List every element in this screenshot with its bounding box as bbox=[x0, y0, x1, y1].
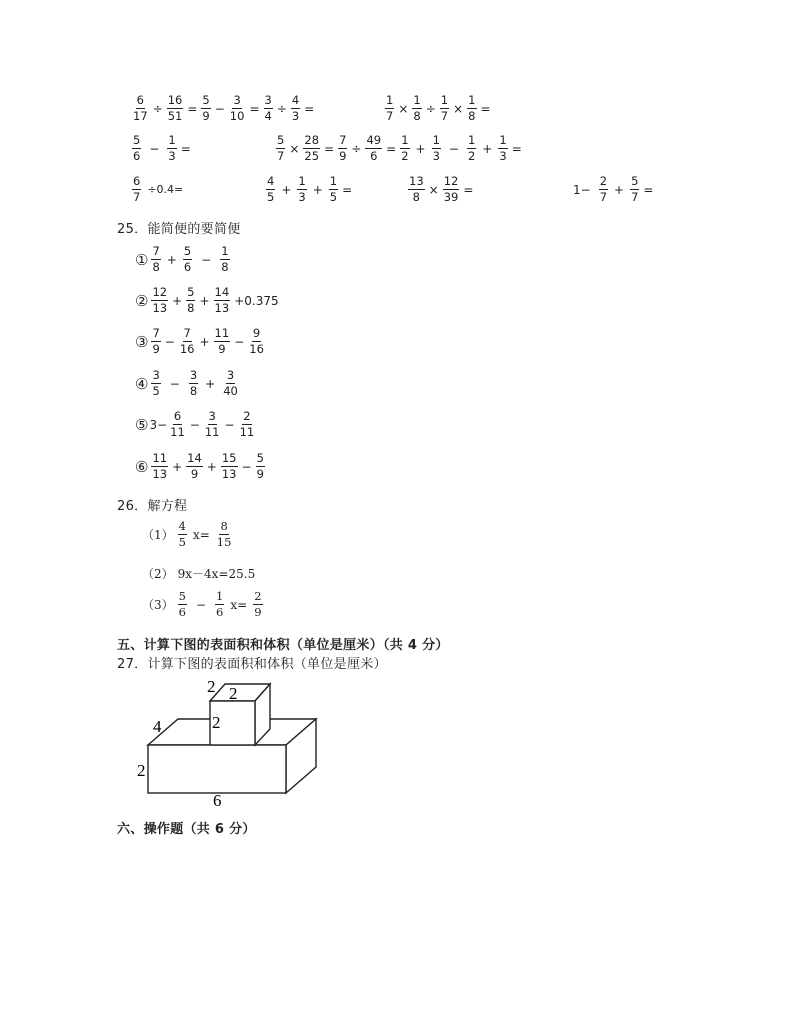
fraction: $\frac{6}{7}$ bbox=[133, 174, 141, 205]
fraction: $\frac{3}{5}$ bbox=[152, 368, 160, 399]
fraction: $\frac{5}{6}$ bbox=[178, 589, 186, 620]
fraction: $\frac{1}{8}$ bbox=[413, 93, 421, 124]
q25-item-4: ④ $\frac{3}{5}$ − $\frac{3}{8}$ + $\frac{3}{40}$ bbox=[135, 368, 238, 399]
fraction: $\frac{6}{11}$ bbox=[170, 409, 185, 440]
fraction: $\frac{12}{13}$ bbox=[152, 285, 168, 316]
fraction: $\frac{7}{9}$ bbox=[152, 326, 160, 357]
fraction: $\frac{9}{16}$ bbox=[249, 326, 264, 357]
calc-row3-b: $\frac{4}{5}$ + $\frac{1}{3}$ + $\frac{1}{5}$ = bbox=[267, 174, 353, 205]
large-box-front-face bbox=[148, 745, 286, 793]
fraction: $\frac{4}{3}$ bbox=[291, 93, 300, 124]
fraction: $\frac{7}{16}$ bbox=[179, 326, 195, 357]
fraction: $\frac{3}{4}$ bbox=[264, 93, 272, 124]
fraction: $\frac{49}{6}$ bbox=[366, 133, 382, 164]
label-cube-top-front: 2 bbox=[229, 684, 238, 703]
q26-equation-2: （2） 9x－4x=25.5 bbox=[142, 567, 256, 581]
fraction: $\frac{14}{9}$ bbox=[187, 451, 202, 482]
fraction: $\frac{2}{11}$ bbox=[239, 409, 255, 440]
calc-row1-right: $\frac{1}{7}$ × $\frac{1}{8}$ ÷ $\frac{1}{7}$ × $\frac{1}{8}$ = bbox=[386, 93, 491, 124]
box-figure bbox=[130, 672, 330, 812]
fraction: $\frac{12}{39}$ bbox=[443, 174, 459, 205]
fraction: $\frac{1}{3}$ bbox=[499, 133, 507, 164]
fraction: $\frac{3}{11}$ bbox=[204, 409, 220, 440]
q26-equation-3: （3） $\frac{5}{6}$ − $\frac{1}{6}$ x= $\frac{2}{9}$ bbox=[142, 589, 262, 620]
calc-row2-left: $\frac{5}{6}$ − $\frac{1}{3}$ = bbox=[133, 133, 191, 164]
q25-item-3: ③ $\frac{7}{9}$ − $\frac{7}{16}$ + $\frac{11}{9}$ − $\frac{9}{16}$ bbox=[135, 326, 264, 357]
fraction: $\frac{1}{3}$ bbox=[168, 133, 176, 164]
q27-title: 27．计算下图的表面积和体积（单位是厘米） bbox=[117, 657, 387, 672]
fraction: $\frac{13}{8}$ bbox=[409, 174, 424, 205]
fraction: $\frac{8}{15}$ bbox=[216, 519, 232, 550]
fraction: $\frac{28}{25}$ bbox=[304, 133, 320, 164]
fraction: $\frac{5}{8}$ bbox=[187, 285, 195, 316]
fraction: $\frac{7}{9}$ bbox=[339, 133, 347, 164]
fraction: $\frac{1}{8}$ bbox=[468, 93, 476, 124]
fraction: $\frac{11}{13}$ bbox=[152, 451, 168, 482]
fraction: $\frac{11}{9}$ bbox=[214, 326, 230, 357]
fraction: $\frac{4}{5}$ bbox=[267, 174, 275, 205]
fraction: $\frac{1}{6}$ bbox=[216, 589, 224, 620]
fraction: $\frac{1}{3}$ bbox=[298, 174, 306, 205]
q25-title: 25．能简便的要简便 bbox=[117, 222, 241, 237]
fraction: $\frac{5}{6}$ bbox=[133, 133, 141, 164]
label-depth: 4 bbox=[153, 717, 162, 736]
section-5-heading: 五、计算下图的表面积和体积（单位是厘米）（共 4 分） bbox=[117, 638, 449, 653]
fraction: $\frac{16}{51}$ bbox=[167, 93, 183, 124]
fraction: $\frac{3}{8}$ bbox=[189, 368, 198, 399]
fraction: $\frac{1}{7}$ bbox=[440, 93, 449, 124]
fraction: $\frac{5}{9}$ bbox=[202, 93, 210, 124]
q26-equation-1: （1） $\frac{4}{5}$ x= $\frac{8}{15}$ bbox=[142, 519, 232, 550]
fraction: $\frac{5}{9}$ bbox=[256, 451, 264, 482]
fraction: $\frac{1}{7}$ bbox=[386, 93, 394, 124]
calc-row2-right: $\frac{5}{7}$ × $\frac{28}{25}$ = $\frac{7}{9}$ ÷ $\frac{49}{6}$ = $\frac{1}{2}$ + $\frac{1}{3}$ − $\frac{1}{2}$ + $\frac{1}{3}$ = bbox=[277, 133, 522, 164]
fraction: $\frac{15}{13}$ bbox=[221, 451, 237, 482]
fraction: $\frac{5}{7}$ bbox=[631, 174, 639, 205]
fraction: $\frac{3}{40}$ bbox=[223, 368, 238, 399]
calc-row3-d: 1− $\frac{2}{7}$ + $\frac{5}{7}$ = bbox=[573, 174, 654, 205]
fraction: $\frac{4}{5}$ bbox=[178, 519, 186, 550]
q25-item-1: ① $\frac{7}{8}$ + $\frac{5}{6}$ − $\frac{1}{8}$ bbox=[135, 244, 229, 275]
label-width: 6 bbox=[213, 791, 222, 810]
fraction: $\frac{2}{9}$ bbox=[254, 589, 262, 620]
q25-item-2: ② $\frac{12}{13}$ + $\frac{5}{8}$ + $\frac{14}{13}$ +0.375 bbox=[135, 285, 279, 316]
calc-row1-left: $\frac{6}{17}$ ÷ $\frac{16}{51}$ = $\frac{5}{9}$ − $\frac{3}{10}$ = $\frac{3}{4}$ ÷ $\frac{4}{3}$ = bbox=[133, 93, 315, 124]
fraction: $\frac{14}{13}$ bbox=[214, 285, 230, 316]
q25-item-5: ⑤ 3− $\frac{6}{11}$ − $\frac{3}{11}$ − $\frac{2}{11}$ bbox=[135, 409, 255, 440]
q26-title: 26．解方程 bbox=[117, 499, 188, 514]
label-cube-height: 2 bbox=[212, 713, 221, 732]
fraction: $\frac{6}{17}$ bbox=[133, 93, 148, 124]
fraction: $\frac{1}{3}$ bbox=[432, 133, 440, 164]
fraction: $\frac{5}{7}$ bbox=[277, 133, 285, 164]
section-6-heading: 六、操作题（共 6 分） bbox=[117, 822, 256, 837]
label-height: 2 bbox=[137, 761, 146, 780]
label-cube-top-left: 2 bbox=[207, 677, 216, 696]
calc-row3-a: $\frac{6}{7}$ ÷0.4= bbox=[133, 174, 184, 205]
fraction: $\frac{7}{8}$ bbox=[152, 244, 160, 275]
fraction: $\frac{1}{5}$ bbox=[329, 174, 338, 205]
calc-row3-c: $\frac{13}{8}$ × $\frac{12}{39}$ = bbox=[409, 174, 474, 205]
fraction: $\frac{1}{2}$ bbox=[401, 133, 409, 164]
fraction: $\frac{1}{8}$ bbox=[221, 244, 229, 275]
fraction: $\frac{2}{7}$ bbox=[599, 174, 608, 205]
q25-item-6: ⑥ $\frac{11}{13}$ + $\frac{14}{9}$ + $\frac{15}{13}$ − $\frac{5}{9}$ bbox=[135, 451, 264, 482]
fraction: $\frac{1}{2}$ bbox=[467, 133, 476, 164]
fraction: $\frac{5}{6}$ bbox=[183, 244, 192, 275]
fraction: $\frac{3}{10}$ bbox=[229, 93, 245, 124]
